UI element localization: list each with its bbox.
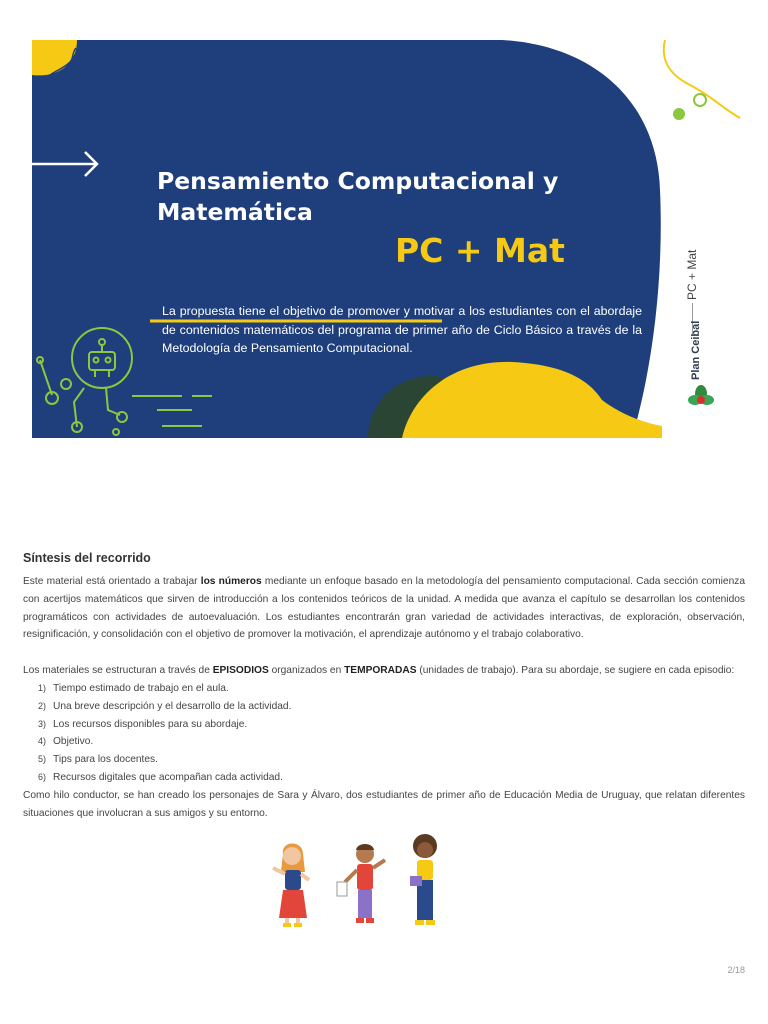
list-item: 5) Tips para los docentes. bbox=[38, 754, 158, 766]
ceibal-flower-icon bbox=[686, 382, 716, 412]
character-girl bbox=[410, 834, 437, 925]
side-brand bbox=[680, 240, 720, 410]
section-heading: Síntesis del recorrido bbox=[23, 551, 151, 565]
side-label-pcmat: PC + Mat bbox=[685, 249, 699, 300]
paragraph-characters: Como hilo conductor, se han creado los personajes de Sara y Álvaro, dos estudiantes de primer año de Educación Media de Uruguay, que relatan diferentes situaciones que involucran a sus amigos y su entorno. bbox=[23, 789, 745, 819]
cover-banner bbox=[32, 40, 662, 438]
paragraph-structure: Los materiales se estructuran a través de EPISODIOS organizados en TEMPORADAS (unidades de trabajo). Para su abordaje, se sugiere en cada episodio: bbox=[23, 665, 735, 677]
page-number: 2/18 bbox=[727, 965, 745, 975]
banner-subtitle: PC + Mat bbox=[395, 231, 565, 270]
synthesis-section bbox=[23, 549, 745, 822]
paragraph-intro: Este material está orientado a trabajar los números mediante un enfoque basado en la metodología del pensamiento computacional. Cada sección comienza con acertijos matemáticos que sirven de introducción a los contenidos teóricos de la unidad. A medida que avanza el capítulo se desarrollan los contenidos programáticos con actividades de autoevaluación. Los estudiantes encontrarán gran variedad de actividades interactivas, de exploración, observación, resignificación, y consolidación con el objetivo de promover la motivación, el aprendizaje autónomo y el trabajo colaborativo. bbox=[23, 576, 745, 641]
list-item: 1) Tiempo estimado de trabajo en el aula. bbox=[38, 682, 229, 694]
list-item: 2) Una breve descripción y el desarrollo de la actividad. bbox=[38, 700, 292, 712]
squiggle-decoration bbox=[655, 40, 755, 130]
episode-list bbox=[23, 680, 745, 787]
list-item: 3) Los recursos disponibles para su abordaje. bbox=[38, 718, 248, 730]
list-item: 6) Recursos digitales que acompañan cada actividad. bbox=[38, 771, 283, 783]
character-sara bbox=[273, 844, 309, 928]
banner-title: Pensamiento Computacional y Matemática bbox=[157, 167, 559, 226]
banner-background bbox=[32, 40, 662, 438]
plan-ceibal-logo-text: Plan Ceibal bbox=[690, 320, 702, 380]
characters-illustration bbox=[265, 832, 455, 932]
list-item: 4) Objetivo. bbox=[38, 736, 94, 748]
character-alvaro bbox=[337, 844, 385, 923]
banner-description: La propuesta tiene el objetivo de promover y motivar a los estudiantes con el abordaje de contenidos matemáticos del programa de primer año de Ciclo Básico a través de la Metodología de Pensamiento Computacional. bbox=[162, 304, 642, 355]
